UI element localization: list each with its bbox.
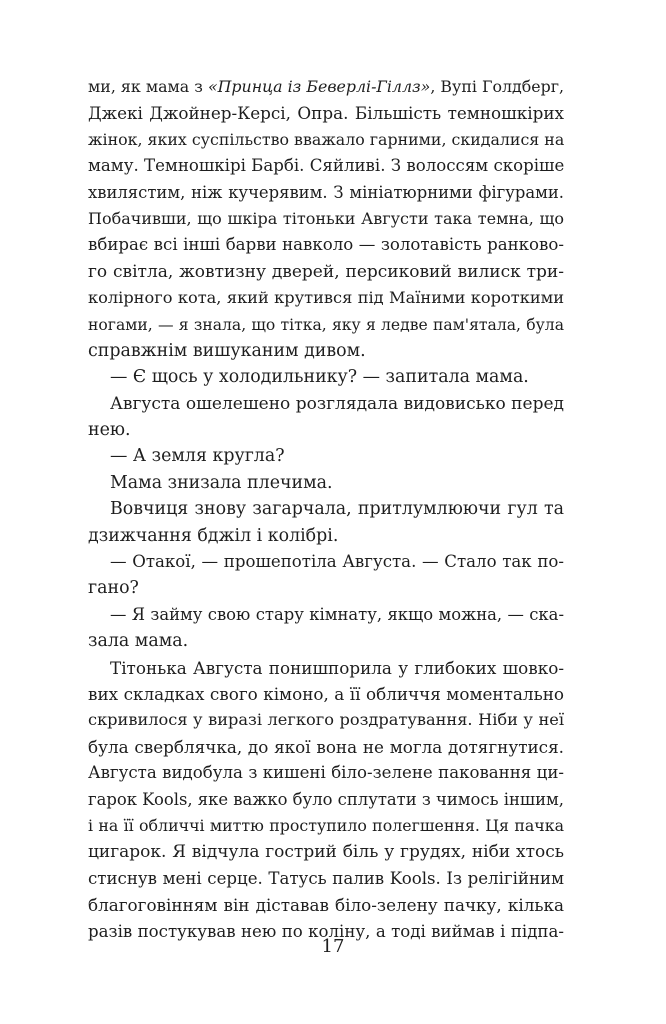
text-line: колірного кота, який крутився під Маїними короткими: [88, 288, 564, 308]
text-line: Джекі Джойнер-Керсі, Опра. Більшість темношкірих: [88, 103, 564, 124]
text-line: Августа ошелешено розглядала видовисько перед: [110, 393, 564, 414]
text-line: ногами, — я знала, що тітка, яку я ледве пам'ятала, була: [88, 315, 564, 334]
text-line: ми, як мама з «Принца із Беверлі-Гіллз», Вупі Голдберг,: [88, 77, 564, 96]
text-line: нею.: [88, 420, 131, 441]
film-title: «Принца із Беверлі-Гіллз»: [207, 77, 431, 96]
text-line: дзижчання бджіл і колібрі.: [88, 525, 339, 546]
text-line: хвилястим, ніж кучерявим. З мініатюрними фігурами.: [88, 182, 564, 202]
text-line: Августа видобула з кишені біло-зелене паковання ци-: [88, 763, 564, 783]
text-line: справжнім вишуканим дивом.: [88, 340, 366, 361]
text-line: Вовчиця знову загарчала, притлумлюючи гул та: [110, 499, 564, 520]
page-number: 17: [321, 936, 345, 957]
text-line: гано?: [88, 578, 139, 599]
text-line: зала мама.: [88, 631, 189, 652]
text-line: Побачивши, що шкіра тітоньки Августи така темна, що: [88, 208, 564, 228]
text-line: разів постукував нею по коліну, а тоді виймав і підпа-: [88, 921, 564, 941]
text-line: скривилося у виразі легкого роздратування. Ніби у неї: [88, 710, 564, 730]
text-line: маму. Темношкірі Барбі. Сяйливі. З волоссям скоріше: [88, 156, 565, 176]
text-line: стиснув мені серце. Татусь палив Kools. Із релігійним: [88, 868, 564, 888]
text-line: була сверблячка, до якої вона не могла дотягнутися.: [88, 736, 564, 757]
text-line: вих складках свого кімоно, а її обличчя моментально: [88, 683, 564, 704]
text-line: благоговінням він діставав біло-зелену пачку, кілька: [88, 895, 564, 916]
body-text: [88, 74, 564, 945]
text-line: цигарок. Я відчула гострий біль у грудях, ніби хтось: [88, 842, 564, 863]
text-line: гарок Kools, яке важко було сплутати з чимось іншим,: [88, 789, 565, 809]
text-line: — Отакої, — прошепотіла Августа. — Стало так по-: [110, 552, 564, 572]
text-line: жінок, яких суспільство вважало гарними, скидалися на: [88, 129, 565, 149]
text-line: і на її обличчі миттю проступило полегшення. Ця пачка: [88, 815, 564, 835]
text-line: — Я займу свою стару кімнату, якщо можна, — ска-: [110, 604, 564, 624]
text-line: го світла, жовтизну дверей, персиковий вилиск три-: [88, 261, 564, 282]
text-line: Тітонька Августа понишпорила у глибоких шовко-: [110, 657, 564, 678]
text-line: — Є щось у холодильнику? — запитала мама.: [110, 367, 529, 388]
text-line: вбирає всі інші барви навколо — золотавість ранково-: [88, 235, 564, 255]
text-line: — А земля кругла?: [110, 446, 285, 467]
text-line: Мама знизала плечима.: [110, 472, 333, 493]
